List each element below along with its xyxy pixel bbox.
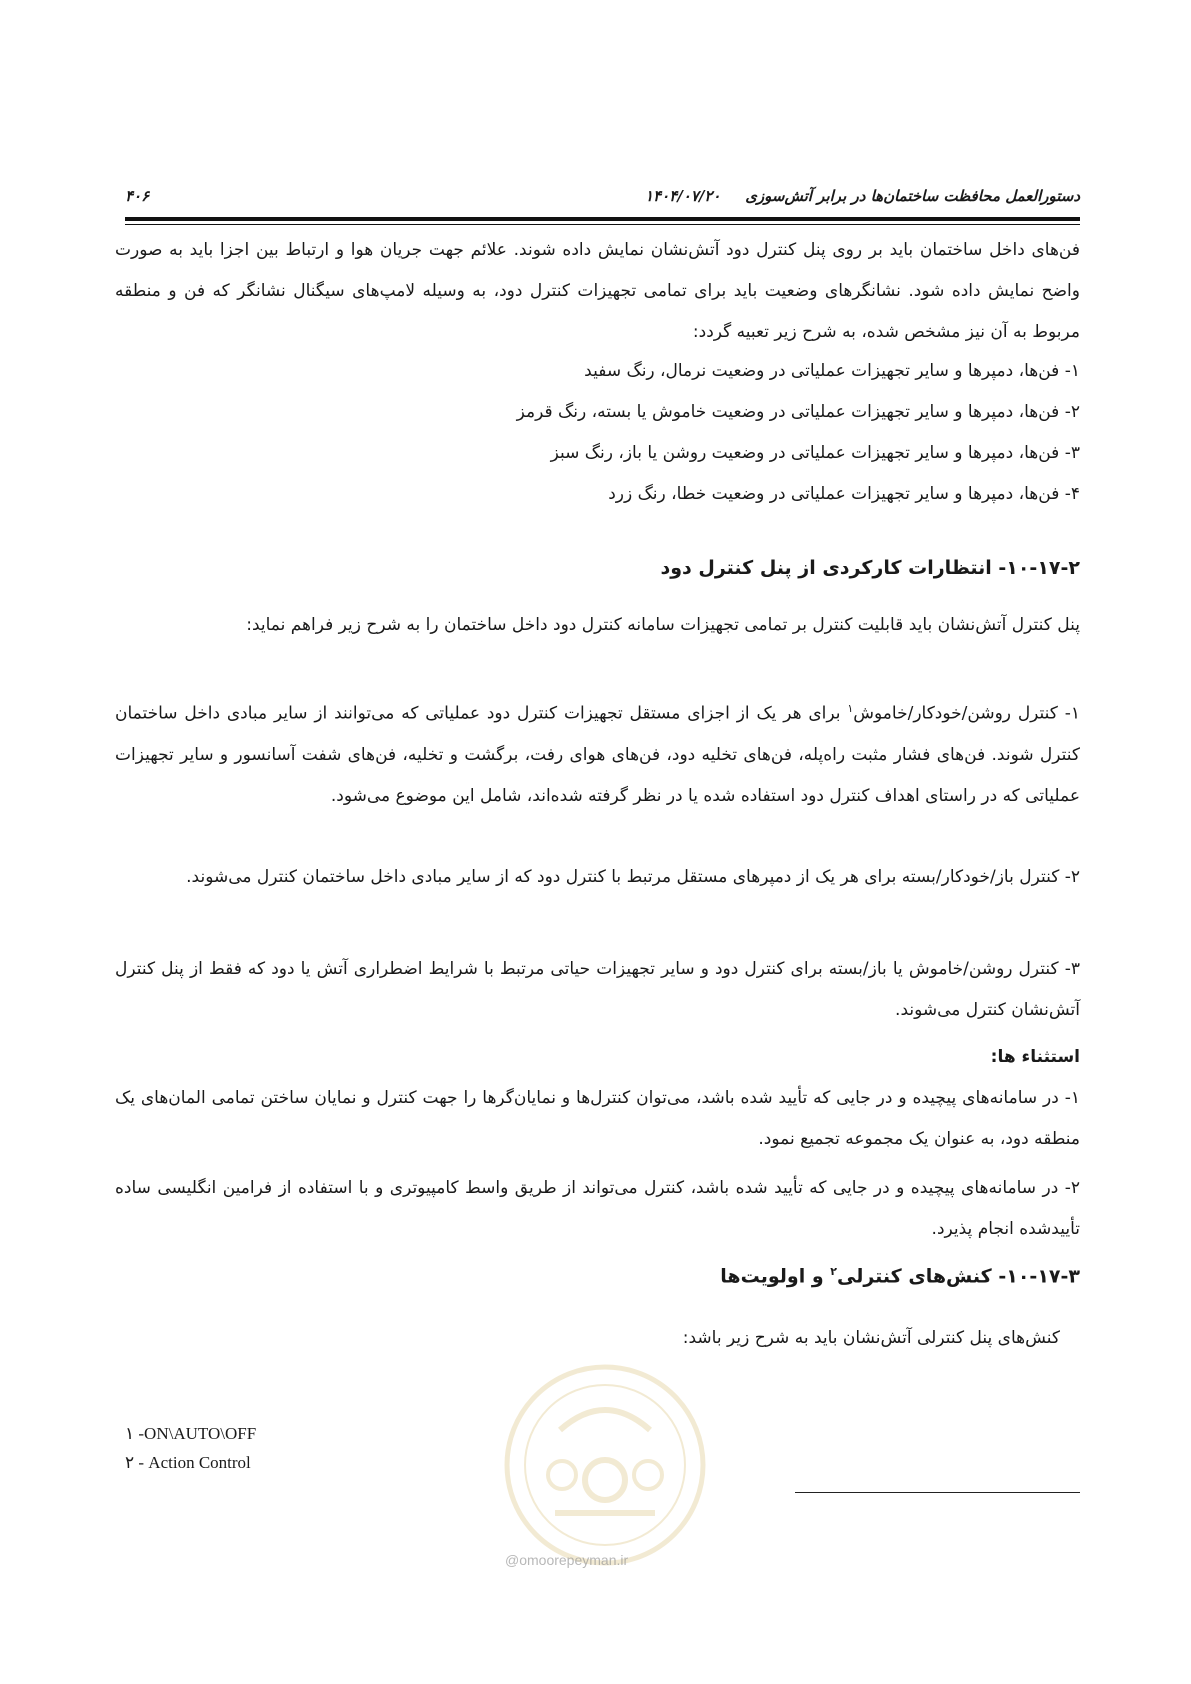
section2-item-2: ۲- کنترل باز/خودکار/بسته برای هر یک از دمپرهای مستقل مرتبط با کنترل دود که از سایر مبادی داخل ساختمان کنترل می‌شوند. bbox=[186, 867, 1080, 887]
exception-item-1: ۱- در سامانه‌های پیچیده و در جایی که تأیید شده باشد، می‌توان کنترل‌ها و نمایان‌گرها را جهت کنترل و نمایان ساختن تمامی المان‌های یک منطقه دود، به عنوان یک مجموعه تجمیع نمود. bbox=[115, 1088, 1080, 1149]
section-heading-2: ۱۰-۱۷-۲- انتظارات کارکردی از پنل کنترل دود bbox=[660, 557, 1080, 579]
intro-list-item-1: ۱- فن‌ها، دمپرها و سایر تجهیزات عملیاتی در وضعیت نرمال، رنگ سفید bbox=[584, 361, 1080, 381]
intro-paragraph: فن‌های داخل ساختمان باید بر روی پنل کنترل دود آتش‌نشان نمایش داده شوند. علائم جهت جریان هوا و ارتباط بین اجزا باید به صورت واضح نمایش داده شود. نشانگرهای وضعیت باید برای تمامی تجهیزات کنترل دود، به وسیله لامپ‌های سیگنال نشانگر که فن و منطقه مربوط به آن نیز مشخص شده، به شرح زیر تعبیه گردد: bbox=[115, 240, 1080, 342]
header-title: دستورالعمل محافظت ساختمان‌ها در برابر آتش‌سوزی bbox=[745, 187, 1080, 205]
footnote-ref-1: ۱ bbox=[847, 702, 854, 715]
section3-paragraph: کنش‌های پنل کنترلی آتش‌نشان باید به شرح زیر باشد: bbox=[682, 1328, 1060, 1348]
header-date: ۱۴۰۴/۰۷/۲۰ bbox=[645, 187, 721, 205]
intro-list-item-4: ۴- فن‌ها، دمپرها و سایر تجهیزات عملیاتی در وضعیت خطا، رنگ زرد bbox=[608, 484, 1080, 504]
intro-list-item-3: ۳- فن‌ها، دمپرها و سایر تجهیزات عملیاتی در وضعیت روشن یا باز، رنگ سبز bbox=[550, 443, 1080, 463]
intro-list-item-2: ۲- فن‌ها، دمپرها و سایر تجهیزات عملیاتی در وضعیت خاموش یا بسته، رنگ قرمز bbox=[516, 402, 1080, 422]
section2-item-1: ۱- کنترل روشن/خودکار/خاموش$^۱$ برای هر یک از اجزای مستقل تجهیزات کنترل دود عملیاتی که می‌توانند از سایر مبادی داخل ساختمان کنترل شوند. فن‌های فشار مثبت راه‌پله، فن‌های تخلیه دود، فن‌های هوای رفت، برگشت و تخلیه، فن‌های شفت آسانسور و سایر تجهیزات عملیاتی که در راستای اهداف کنترل دود استفاده شده یا در نظر گرفته شده‌اند، شامل این موضوع می‌شود. bbox=[115, 702, 1080, 806]
footnote-ref-2: ۲ bbox=[830, 1265, 837, 1278]
section-heading-3: ۱۰-۱۷-۳- کنش‌های کنترلی$^۲$ و اولویت‌ها bbox=[720, 1265, 1080, 1288]
footnote-rule bbox=[795, 1492, 1080, 1493]
section2-item-3: ۳- کنترل روشن/خاموش یا باز/بسته برای کنترل دود و سایر تجهیزات حیاتی مرتبط با شرایط اضطراری آتش یا دود که فقط از پنل کنترل آتش‌نشان کنترل می‌شوند. bbox=[115, 959, 1080, 1020]
header-rule-thin bbox=[125, 224, 1080, 225]
footnote-1: ۱ -ON\AUTO\OFF bbox=[125, 1424, 257, 1443]
page-header bbox=[125, 185, 1080, 209]
footnote-2: ۲ - Action Control bbox=[125, 1453, 251, 1472]
header-rule-thick bbox=[125, 217, 1080, 221]
watermark-logo bbox=[500, 1360, 710, 1570]
exceptions-title: استثناء ها: bbox=[990, 1047, 1080, 1067]
watermark-text: @omoorepeyman.ir bbox=[505, 1552, 629, 1568]
page-number: ۴۰۶ bbox=[125, 187, 150, 205]
exception-item-2: ۲- در سامانه‌های پیچیده و در جایی که تأیید شده باشد، کنترل می‌تواند از طریق واسط کامپیوتری و با استفاده از فرامین انگلیسی ساده تأییدشده انجام پذیرد. bbox=[115, 1178, 1080, 1239]
section2-paragraph: پنل کنترل آتش‌نشان باید قابلیت کنترل بر تمامی تجهیزات سامانه کنترل دود داخل ساختمان را به شرح زیر فراهم نماید: bbox=[246, 615, 1080, 635]
